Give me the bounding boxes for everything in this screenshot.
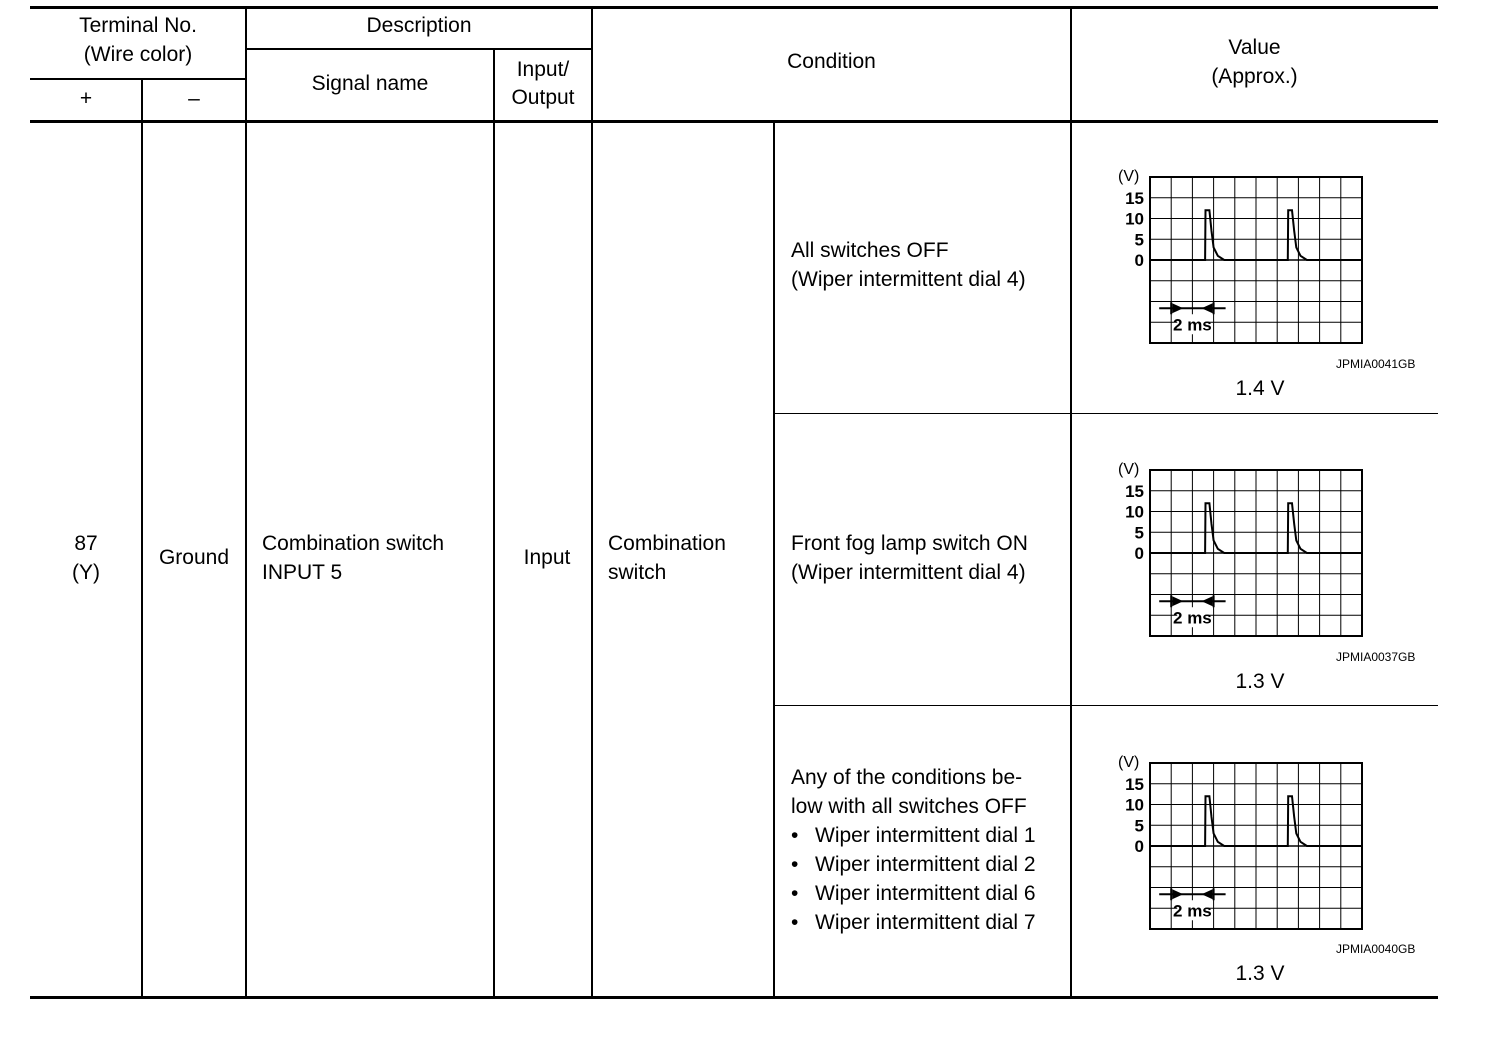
header-signal-name: Signal name [311,72,429,95]
waveform-chart-2 [1116,456,1366,642]
bullet-item: • Wiper intermittent dial 2 [791,850,1036,879]
signal-name-line2: INPUT 5 [262,561,343,584]
y-tick-label: 10 [1125,795,1144,815]
condition-row-rule-2 [775,705,1438,706]
terminal-minus: Ground [158,546,230,569]
time-scale-label: 2 ms [1173,608,1212,628]
y-axis-unit: (V) [1118,754,1140,771]
figure-id-2: JPMIA0037GB [1336,650,1416,664]
y-tick-label: 0 [1134,251,1144,270]
sub-condition-2-line2: (Wiper intermittent dial 4) [791,561,1026,584]
sub-condition-2-line1: Front fog lamp switch ON [791,532,1028,555]
time-scale-arrowhead [1202,596,1213,606]
value-reading-1: 1.4 V [1235,377,1285,400]
sub-condition-3-line2: low with all switches OFF [791,795,1027,818]
value-reading-2: 1.3 V [1235,670,1285,693]
time-scale-label: 2 ms [1173,901,1212,921]
condition-line2: switch [608,561,667,584]
y-tick-label: 0 [1134,544,1144,563]
terminal-sub-rule [30,78,246,80]
terminal-plus-number: 87 [74,532,98,555]
y-tick-label: 15 [1125,774,1144,794]
y-tick-label: 5 [1134,230,1144,250]
y-axis-unit: (V) [1118,168,1140,185]
y-tick-label: 15 [1125,188,1144,208]
time-scale-label: 2 ms [1173,315,1212,335]
header-terminal-no: Terminal No. [79,14,197,37]
col-rule-terminal-desc [245,6,247,998]
description-sub-rule [246,48,592,50]
bullet-item: • Wiper intermittent dial 7 [791,908,1036,937]
sub-condition-3-bullets [791,821,1036,937]
col-rule-condition-sub [773,122,775,998]
waveform-chart-1 [1116,163,1366,349]
figure-id-3: JPMIA0040GB [1336,942,1416,956]
waveform-chart-3 [1116,749,1366,935]
sub-condition-1-line2: (Wiper intermittent dial 4) [791,268,1026,291]
sub-condition-1-line1: All switches OFF [791,239,949,262]
y-tick-label: 15 [1125,481,1144,501]
signal-name-line1: Combination switch [262,532,445,555]
header-bottom-rule [30,120,1438,123]
table-bottom-rule [30,996,1438,999]
bullet-item: • Wiper intermittent dial 6 [791,879,1036,908]
header-plus: + [79,87,93,110]
col-rule-condition-value [1070,6,1072,998]
condition-line1: Combination [608,532,726,555]
table-top-rule [30,6,1438,9]
condition-row-rule-1 [775,413,1438,414]
terminal-wire-color: (Y) [72,561,100,584]
y-tick-label: 0 [1134,837,1144,856]
header-input-output-2: Output [511,86,575,109]
time-scale-arrowhead [1202,303,1213,313]
header-input-output-1: Input/ [516,58,570,81]
y-tick-label: 10 [1125,502,1144,522]
header-condition: Condition [787,50,876,73]
time-scale-arrowhead [1172,889,1183,899]
y-tick-label: 5 [1134,816,1144,836]
time-scale-arrowhead [1202,889,1213,899]
header-description: Description [366,14,472,37]
y-axis-unit: (V) [1118,461,1140,478]
header-minus: – [188,87,200,110]
time-scale-arrowhead [1172,596,1183,606]
bullet-item: • Wiper intermittent dial 1 [791,821,1036,850]
col-rule-desc-condition [591,6,593,998]
sub-condition-3-line1: Any of the conditions be- [791,766,1023,789]
y-tick-label: 10 [1125,209,1144,229]
col-rule-signal-io [493,50,495,998]
header-value-2: (Approx.) [1211,65,1298,88]
value-reading-3: 1.3 V [1235,962,1285,985]
header-wire-color: (Wire color) [83,43,193,66]
figure-id-1: JPMIA0041GB [1336,357,1416,371]
y-tick-label: 5 [1134,523,1144,543]
time-scale-arrowhead [1172,303,1183,313]
io-value: Input [523,546,571,569]
header-value-1: Value [1228,36,1281,59]
